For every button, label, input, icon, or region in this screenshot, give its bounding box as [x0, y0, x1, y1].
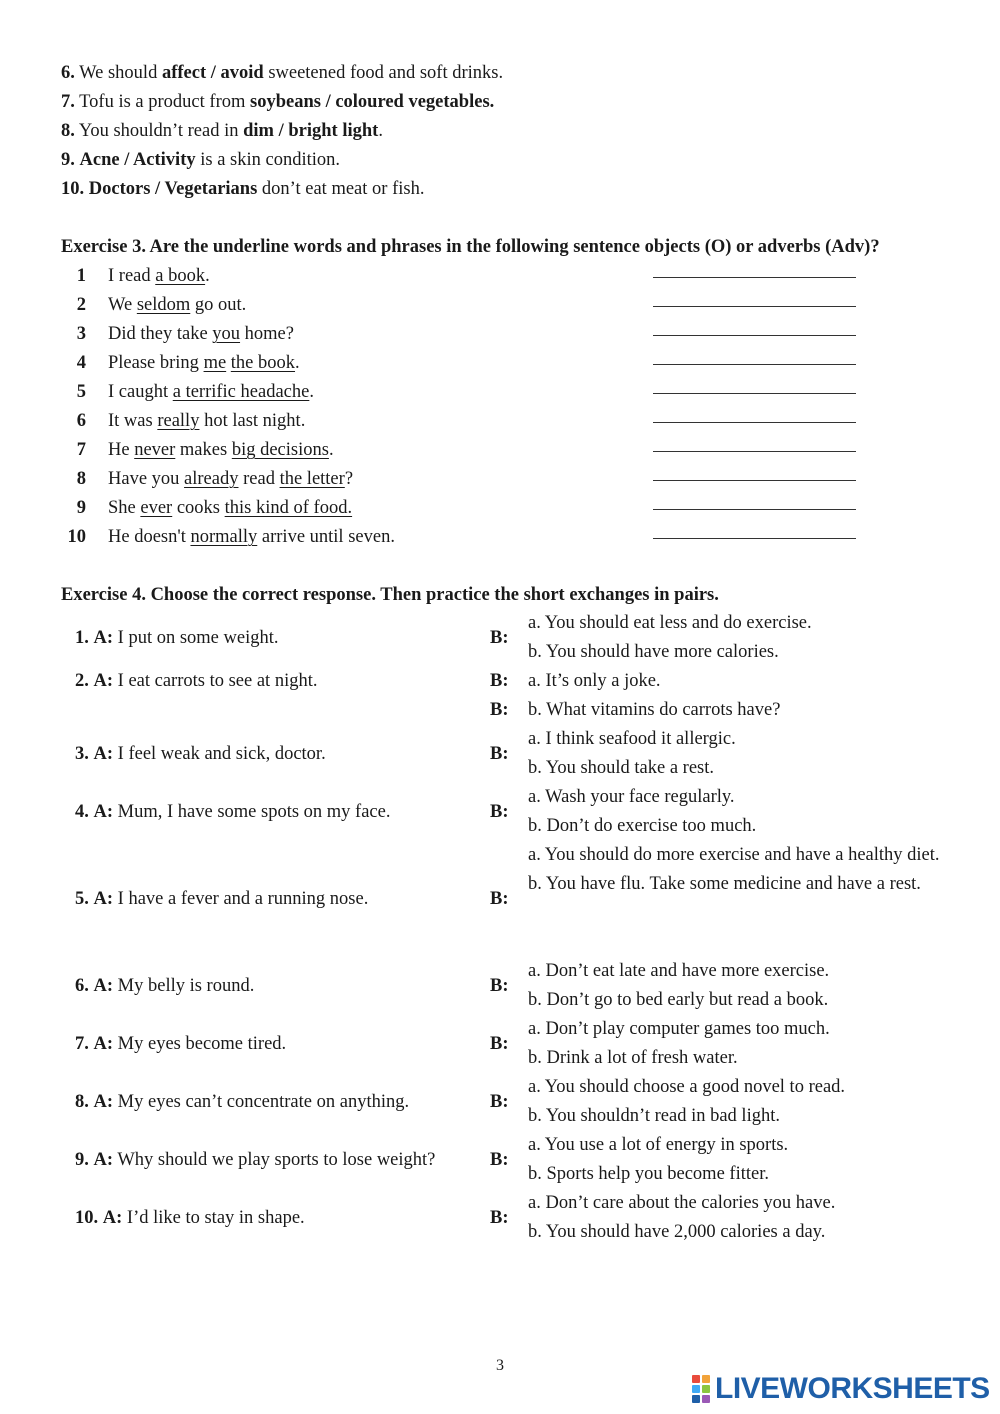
item-text: is a skin condition. — [195, 150, 341, 170]
sentence-text: read — [238, 469, 280, 489]
response-options — [528, 1073, 948, 1131]
ex3-item — [0, 497, 1000, 526]
option-a[interactable]: a. You should do more exercise and have a healthy diet. — [528, 845, 940, 865]
speaker-b-label: B: — [490, 628, 509, 648]
speaker-a-label: A: — [93, 628, 114, 648]
option-a[interactable]: a. You should eat less and do exercise. — [528, 613, 812, 633]
ex4-prompt — [75, 801, 390, 823]
item-number: 10. — [61, 179, 85, 199]
sentence-text: We — [108, 295, 137, 315]
prompt-text: My eyes can’t concentrate on anything. — [117, 1092, 410, 1112]
item-number: 9. — [75, 1150, 89, 1170]
speaker-b-label: B: — [490, 671, 509, 691]
choice-options[interactable]: Acne / Activity — [79, 150, 196, 170]
ex3-item — [0, 526, 1000, 555]
item-number: 8. — [75, 1092, 89, 1112]
choice-options[interactable]: soybeans / coloured vegetables. — [250, 92, 495, 112]
answer-blank[interactable] — [653, 393, 856, 394]
ex4-prompt — [75, 1091, 409, 1113]
option-b[interactable]: b. You shouldn’t read in bad light. — [528, 1106, 780, 1126]
underlined-phrase: ever — [140, 498, 173, 518]
speaker-a-label: A: — [93, 671, 114, 691]
item-text: don’t eat meat or fish. — [257, 179, 425, 199]
answer-blank[interactable] — [653, 364, 856, 365]
answer-blank[interactable] — [653, 306, 856, 307]
prompt-text: I eat carrots to see at night. — [117, 671, 318, 691]
exercise-3-heading: Exercise 3. Are the underline words and phrases in the following sentence objects (O) or adverbs (Adv)? — [61, 237, 880, 257]
speaker-b-label: B: — [490, 744, 509, 764]
ex3-item — [0, 381, 1000, 410]
sentence-text: It was — [108, 411, 158, 431]
sentence-text: Did they take — [108, 324, 213, 344]
option-b[interactable]: b. You should have more calories. — [528, 642, 779, 662]
ex3-item — [0, 410, 1000, 439]
item-sentence — [108, 497, 352, 519]
sentence-text: go out. — [190, 295, 247, 315]
prompt-text: I have a fever and a running nose. — [117, 889, 369, 909]
prompt-text: Why should we play sports to lose weight? — [117, 1150, 436, 1170]
speaker-b-label: B: — [490, 802, 509, 822]
speaker-b-label: B: — [490, 1150, 509, 1170]
item-number: 3. — [75, 744, 89, 764]
item-text: Tofu is a product from — [79, 92, 250, 112]
sentence-text: ? — [344, 469, 354, 489]
underlined-phrase: the book — [230, 353, 296, 373]
ex4-prompt — [75, 1207, 305, 1229]
response-options — [528, 783, 948, 841]
exercise-4-heading: Exercise 4. Choose the correct response. Then practice the short exchanges in pairs. — [61, 585, 719, 605]
logo-text: LIVEWORKSHEETS — [715, 1372, 990, 1405]
prompt-text: I put on some weight. — [117, 628, 279, 648]
speaker-b-label: B: — [490, 1034, 509, 1054]
response-options — [528, 1131, 948, 1189]
option-b[interactable]: b. Drink a lot of fresh water. — [528, 1048, 738, 1068]
speaker-a-label: A: — [93, 802, 114, 822]
option-b[interactable]: b. What vitamins do carrots have? — [528, 700, 781, 720]
item-number: 6. — [61, 63, 75, 83]
item-text: sweetened food and soft drinks. — [263, 63, 504, 83]
option-a[interactable]: a. Don’t play computer games too much. — [528, 1019, 830, 1039]
prompt-text: I’d like to stay in shape. — [126, 1208, 305, 1228]
item-number: 7. — [61, 92, 75, 112]
underlined-phrase: big decisions — [231, 440, 329, 460]
item-text: You shouldn’t read in — [78, 121, 244, 141]
speaker-a-label: A: — [93, 1092, 114, 1112]
sentence-text: I read — [108, 266, 156, 286]
response-options — [528, 1015, 948, 1073]
answer-blank[interactable] — [653, 451, 856, 452]
answer-blank[interactable] — [653, 509, 856, 510]
item-number: 4. — [75, 802, 89, 822]
response-options — [528, 957, 948, 1015]
underlined-phrase: really — [157, 411, 200, 431]
option-a[interactable]: a. I think seafood it allergic. — [528, 729, 736, 749]
item-sentence — [108, 468, 353, 490]
speaker-a-label: A: — [93, 976, 114, 996]
underlined-phrase: already — [184, 469, 239, 489]
ex4-prompt — [75, 1149, 435, 1171]
response-options — [528, 609, 948, 667]
item-sentence — [108, 323, 294, 345]
ex4-prompt — [75, 627, 278, 649]
option-a[interactable]: a. Don’t care about the calories you have. — [528, 1193, 836, 1213]
item-number: 10. — [75, 1208, 99, 1228]
underlined-phrase: the letter — [279, 469, 345, 489]
item-sentence — [108, 381, 314, 403]
sentence-text: Please bring — [108, 353, 204, 373]
underlined-phrase: you — [212, 324, 241, 344]
underlined-phrase: normally — [190, 527, 258, 547]
ex2-item-9 — [61, 149, 340, 171]
sentence-text: He doesn't — [108, 527, 191, 547]
item-number: 2. — [75, 671, 89, 691]
speaker-a-label: A: — [93, 889, 114, 909]
speaker-a-label: A: — [102, 1208, 123, 1228]
speaker-a-label: A: — [93, 744, 114, 764]
prompt-text: My belly is round. — [117, 976, 255, 996]
option-b[interactable]: b. You should take a rest. — [528, 758, 715, 778]
sentence-text: makes — [175, 440, 232, 460]
option-b[interactable]: b. Sports help you become fitter. — [528, 1164, 769, 1184]
option-b[interactable]: b. You should have 2,000 calories a day. — [528, 1222, 826, 1242]
ex3-item — [0, 468, 1000, 497]
speaker-b-label: B: — [490, 1208, 509, 1228]
underlined-phrase: a terrific headache — [172, 382, 310, 402]
option-a[interactable]: a. It’s only a joke. — [528, 671, 661, 691]
answer-blank[interactable] — [653, 335, 856, 336]
ex4-prompt — [75, 975, 254, 997]
item-number: 7. — [75, 1034, 89, 1054]
item-sentence — [108, 265, 210, 287]
response-options — [528, 1189, 948, 1247]
item-number: 8 — [76, 469, 86, 489]
sentence-text: . — [328, 440, 334, 460]
response-options — [528, 667, 948, 725]
item-sentence — [108, 352, 300, 374]
ex4-prompt — [75, 888, 368, 910]
item-number: 9. — [61, 150, 75, 170]
item-number: 1 — [76, 266, 86, 286]
ex2-item-6 — [61, 62, 503, 84]
answer-blank[interactable] — [653, 480, 856, 481]
option-b[interactable]: b. Don’t go to bed early but read a book. — [528, 990, 829, 1010]
sentence-text: arrive until seven. — [257, 527, 395, 547]
item-number: 1. — [75, 628, 89, 648]
speaker-b-label: B: — [490, 976, 509, 996]
speaker-a-label: A: — [93, 1034, 114, 1054]
sentence-text: I caught — [108, 382, 173, 402]
item-number: 9 — [76, 498, 86, 518]
option-b[interactable]: b. Don’t do exercise too much. — [528, 816, 757, 836]
item-number: 2 — [76, 295, 86, 315]
ex2-item-8 — [61, 120, 383, 142]
item-number: 5. — [75, 889, 89, 909]
item-sentence — [108, 439, 334, 461]
item-text: . — [378, 121, 383, 141]
sentence-text: She — [108, 498, 141, 518]
ex3-item — [0, 294, 1000, 323]
choice-options[interactable]: dim / bright light — [243, 121, 379, 141]
option-b[interactable]: b. You have flu. Take some medicine and have a rest. — [528, 874, 921, 894]
ex4-prompt — [75, 743, 326, 765]
option-a[interactable]: a. You should choose a good novel to read. — [528, 1077, 846, 1097]
speaker-a-label: A: — [93, 1150, 114, 1170]
speaker-b-label: B: — [490, 1092, 509, 1112]
response-options — [528, 725, 948, 783]
item-text: We should — [79, 63, 162, 83]
ex3-item — [0, 323, 1000, 352]
item-number: 4 — [76, 353, 86, 373]
item-sentence — [108, 410, 305, 432]
sentence-text: hot last night. — [199, 411, 306, 431]
sentence-text: home? — [240, 324, 294, 344]
sentence-text: . — [309, 382, 314, 402]
underlined-phrase: never — [134, 440, 176, 460]
sentence-text: Have you — [108, 469, 185, 489]
option-a[interactable]: a. Wash your face regularly. — [528, 787, 735, 807]
sentence-text: . — [205, 266, 210, 286]
ex2-item-10 — [61, 178, 424, 200]
item-number: 7 — [76, 440, 86, 460]
item-number: 8. — [61, 121, 75, 141]
item-number: 3 — [76, 324, 86, 344]
speaker-b-label: B: — [490, 700, 509, 720]
response-options — [528, 841, 948, 899]
ex4-prompt — [75, 670, 317, 692]
item-sentence — [108, 526, 395, 548]
underlined-phrase: seldom — [136, 295, 191, 315]
item-number: 5 — [76, 382, 86, 402]
option-a[interactable]: a. You use a lot of energy in sports. — [528, 1135, 789, 1155]
item-number: 6 — [76, 411, 86, 431]
ex3-item — [0, 439, 1000, 468]
ex3-item — [0, 352, 1000, 381]
page-number: 3 — [496, 1357, 504, 1374]
liveworksheets-logo — [692, 1373, 990, 1405]
choice-options[interactable]: affect / avoid — [161, 63, 264, 83]
answer-blank[interactable] — [653, 538, 856, 539]
underlined-phrase: a book — [155, 266, 206, 286]
answer-blank[interactable] — [653, 422, 856, 423]
item-number: 10 — [67, 527, 86, 547]
underlined-phrase: this kind of food. — [224, 498, 353, 518]
option-a[interactable]: a. Don’t eat late and have more exercise. — [528, 961, 830, 981]
prompt-text: Mum, I have some spots on my face. — [117, 802, 391, 822]
sentence-text: . — [295, 353, 300, 373]
logo-icon — [692, 1375, 710, 1403]
sentence-text: He — [108, 440, 135, 460]
underlined-phrase: me — [203, 353, 227, 373]
sentence-text: cooks — [172, 498, 225, 518]
answer-blank[interactable] — [653, 277, 856, 278]
prompt-text: I feel weak and sick, doctor. — [117, 744, 326, 764]
speaker-b-label: B: — [490, 889, 509, 909]
choice-options[interactable]: Doctors / Vegetarians — [88, 179, 258, 199]
ex3-item — [0, 265, 1000, 294]
item-sentence — [108, 294, 246, 316]
ex4-prompt — [75, 1033, 286, 1055]
item-number: 6. — [75, 976, 89, 996]
ex2-item-7 — [61, 91, 494, 113]
prompt-text: My eyes become tired. — [117, 1034, 287, 1054]
